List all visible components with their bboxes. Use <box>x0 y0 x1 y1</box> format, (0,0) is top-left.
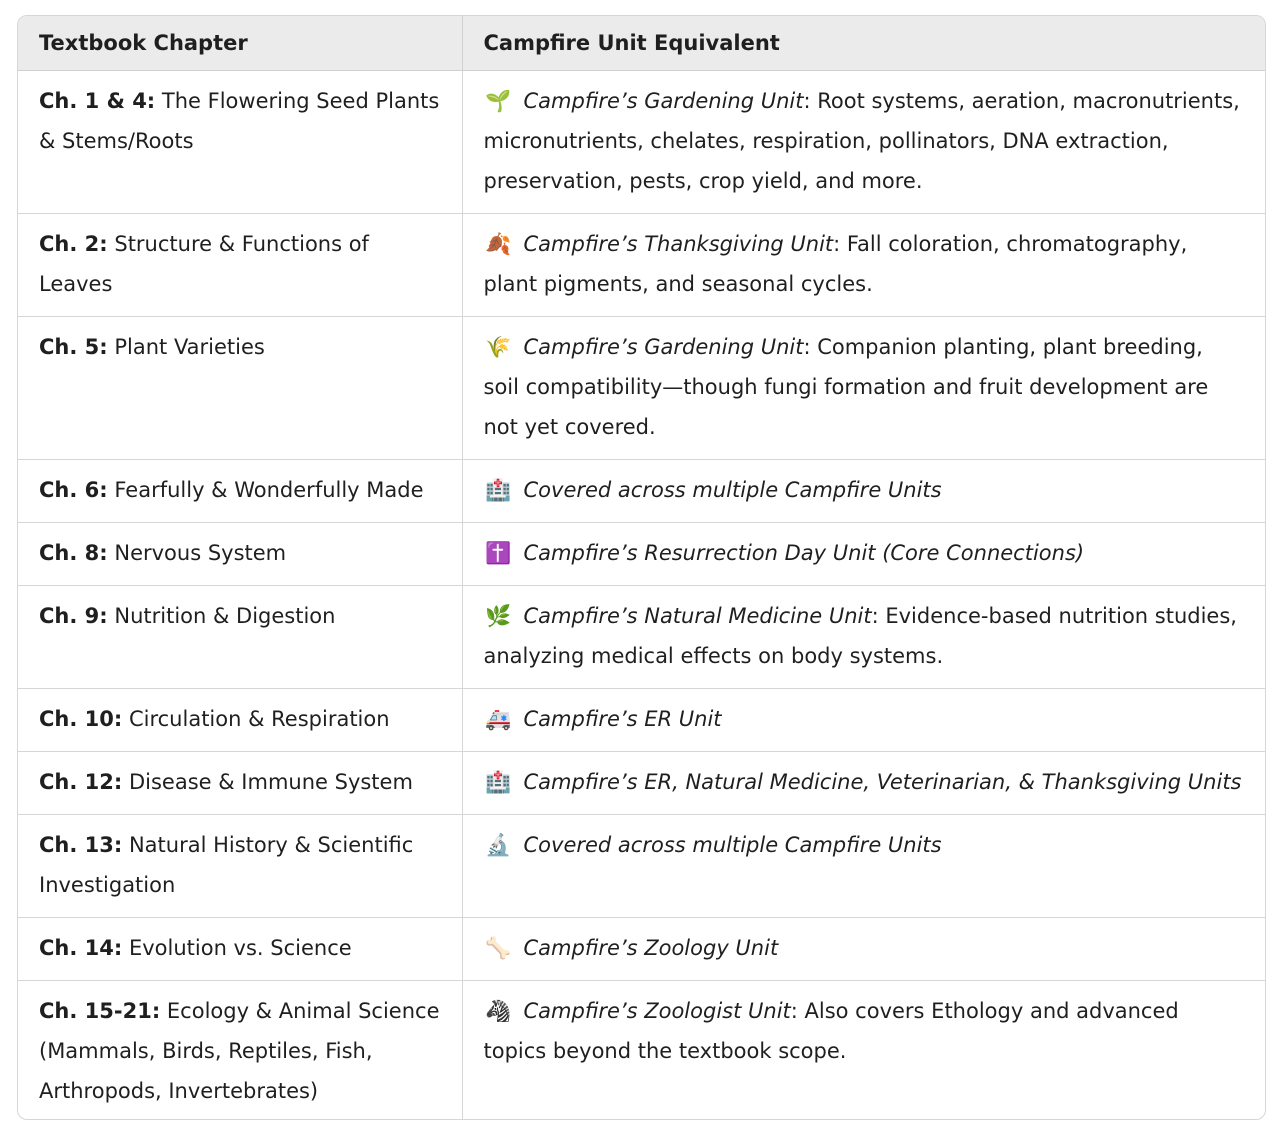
fallen-leaf-icon: 🍂 <box>485 231 512 256</box>
chapter-number: Ch. 6: <box>39 477 108 502</box>
chapter-cell <box>18 213 462 316</box>
table-row <box>18 980 1265 1120</box>
unit-name: Campfire’s ER, Natural Medicine, Veterinarian, & Thanksgiving Units <box>523 769 1242 794</box>
chapter-topic: Fearfully & Wonderfully Made <box>114 477 424 502</box>
unit-cell <box>462 814 1265 917</box>
chapter-cell <box>18 814 462 917</box>
unit-name: Campfire’s Natural Medicine Unit <box>523 603 872 628</box>
chapter-topic: Disease & Immune System <box>128 769 413 794</box>
unit-detail: : Fall coloration, chromatography, plant pigments, and seasonal cycles. <box>483 231 1188 296</box>
table-row <box>18 751 1265 814</box>
chapter-number: Ch. 5: <box>39 334 108 359</box>
chapter-number: Ch. 12: <box>39 769 123 794</box>
chapter-number: Ch. 14: <box>39 935 123 960</box>
chapter-number: Ch. 1 & 4: <box>39 88 156 113</box>
chapter-cell <box>18 459 462 522</box>
chapter-number: Ch. 13: <box>39 832 123 857</box>
unit-name: Campfire’s Gardening Unit <box>523 334 804 359</box>
chapter-topic: Plant Varieties <box>114 334 265 359</box>
unit-cell <box>462 316 1265 459</box>
herb-icon: 🌿 <box>485 603 512 628</box>
unit-detail: : Companion planting, plant breeding, soil compatibility—though fungi formation and fruit development are not yet covered. <box>483 334 1209 439</box>
unit-name: Campfire’s Gardening Unit <box>523 88 804 113</box>
header-textbook-chapter: Textbook Chapter <box>18 16 462 70</box>
unit-cell <box>462 751 1265 814</box>
table-row <box>18 316 1265 459</box>
microscope-icon: 🔬 <box>485 832 512 857</box>
table-row <box>18 522 1265 585</box>
hospital-icon: 🏥 <box>485 477 512 502</box>
chapter-number: Ch. 15-21: <box>39 998 161 1023</box>
table-row <box>18 585 1265 688</box>
hospital-icon: 🏥 <box>485 769 512 794</box>
latin-cross-icon: ✝️ <box>485 540 512 565</box>
table-header-row <box>18 16 1265 70</box>
table-row <box>18 917 1265 980</box>
chapter-cell <box>18 316 462 459</box>
unit-detail: : Also covers Ethology and advanced topics beyond the textbook scope. <box>483 998 1179 1063</box>
table-row <box>18 213 1265 316</box>
chapter-number: Ch. 9: <box>39 603 108 628</box>
unit-name: Campfire’s ER Unit <box>523 706 722 731</box>
zebra-icon: 🦓 <box>485 998 512 1023</box>
unit-name: Campfire’s Zoologist Unit <box>523 998 791 1023</box>
chapter-topic: Nutrition & Digestion <box>114 603 336 628</box>
table-row <box>18 688 1265 751</box>
chapter-cell <box>18 585 462 688</box>
curriculum-table-container <box>17 15 1266 1120</box>
chapter-cell <box>18 688 462 751</box>
chapter-number: Ch. 2: <box>39 231 108 256</box>
unit-cell <box>462 70 1265 213</box>
bone-icon: 🦴 <box>485 935 512 960</box>
chapter-topic: Evolution vs. Science <box>128 935 352 960</box>
chapter-topic: Structure & Functions of Leaves <box>39 231 369 296</box>
table-row <box>18 814 1265 917</box>
unit-cell <box>462 980 1265 1120</box>
unit-cell <box>462 522 1265 585</box>
unit-name: Covered across multiple Campfire Units <box>523 832 942 857</box>
unit-cell <box>462 213 1265 316</box>
unit-detail: : Evidence-based nutrition studies, analyzing medical effects on body systems. <box>483 603 1237 668</box>
table-row <box>18 70 1265 213</box>
table-row <box>18 459 1265 522</box>
unit-name: Covered across multiple Campfire Units <box>523 477 942 502</box>
chapter-topic: The Flowering Seed Plants & Stems/Roots <box>39 88 440 153</box>
chapter-cell <box>18 980 462 1120</box>
unit-name: Campfire’s Resurrection Day Unit (Core Connections) <box>523 540 1085 565</box>
unit-cell <box>462 688 1265 751</box>
seedling-icon: 🌱 <box>485 88 512 113</box>
curriculum-table <box>18 16 1265 1120</box>
ambulance-icon: 🚑 <box>485 706 512 731</box>
unit-cell <box>462 585 1265 688</box>
unit-name: Campfire’s Thanksgiving Unit <box>523 231 834 256</box>
unit-detail: : Root systems, aeration, macronutrients, micronutrients, chelates, respiration, pollinators, DNA extraction, preservation, pests, crop yield, and more. <box>483 88 1240 193</box>
unit-name: Campfire’s Zoology Unit <box>523 935 779 960</box>
chapter-number: Ch. 10: <box>39 706 123 731</box>
unit-cell <box>462 459 1265 522</box>
chapter-cell <box>18 917 462 980</box>
chapter-cell <box>18 522 462 585</box>
chapter-topic: Natural History & Scientific Investigation <box>39 832 414 897</box>
unit-cell <box>462 917 1265 980</box>
header-campfire-unit: Campfire Unit Equivalent <box>462 16 1265 70</box>
chapter-topic: Circulation & Respiration <box>128 706 390 731</box>
chapter-number: Ch. 8: <box>39 540 108 565</box>
chapter-topic: Ecology & Animal Science (Mammals, Birds, Reptiles, Fish, Arthropods, Invertebrates) <box>39 998 440 1103</box>
rice-sheaf-icon: 🌾 <box>485 334 512 359</box>
chapter-cell <box>18 751 462 814</box>
chapter-cell <box>18 70 462 213</box>
chapter-topic: Nervous System <box>114 540 287 565</box>
